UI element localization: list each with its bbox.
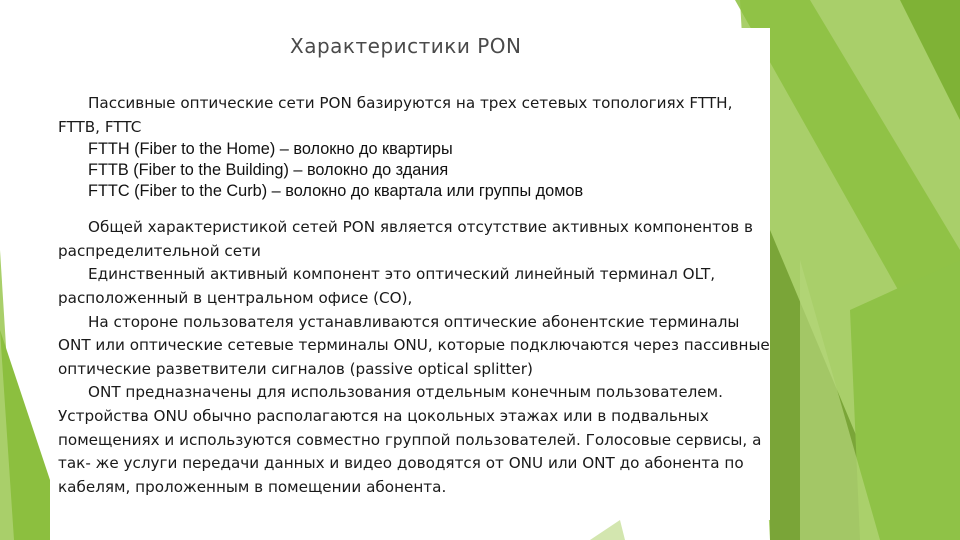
paragraph-olt: Единственный активный компонент это оптический линейный терминал OLT, расположенный в центральном офисе (CO), [58, 265, 716, 307]
green-facet [590, 520, 625, 540]
slide-body [58, 92, 770, 499]
paragraph-ont-onu: На стороне пользователя устанавливаются оптические абонентские терминалы ONT или оптические сетевые терминалы ONU, которые подключаются через пассивные оптические разветвители сигналов (passive optical splitter) [58, 312, 770, 378]
slide-title: Характеристики PON [290, 34, 522, 58]
topology-item-fttb: FTTB (Fiber to the Building) – волокно до здания [88, 161, 449, 180]
topology-item-ftth: FTTH (Fiber to the Home) – волокно до квартиры [88, 140, 453, 159]
intro-paragraph: Пассивные оптические сети PON базируются на трех сетевых топологиях FTTH, FTTB, FTTC [58, 94, 733, 136]
spacer [58, 202, 770, 216]
topology-item-fttc: FTTC (Fiber to the Curb) – волокно до квартала или группы домов [88, 182, 584, 201]
topology-list [58, 139, 770, 202]
paragraph-services: ONT предназначены для использования отдельным конечным пользователем. Устройства ONU обычно располагаются на цокольных этажах или в подвальных помещениях и используются совместно группой пользователей. Голосовые сервисы, а так- же услуги передачи данных и видео доводятся от ONU или ONT до абонента по кабелям, проложенным в помещении абонента. [58, 383, 762, 496]
paragraph-common: Общей характеристикой сетей PON является отсутствие активных компонентов в распределительной сети [58, 218, 753, 260]
